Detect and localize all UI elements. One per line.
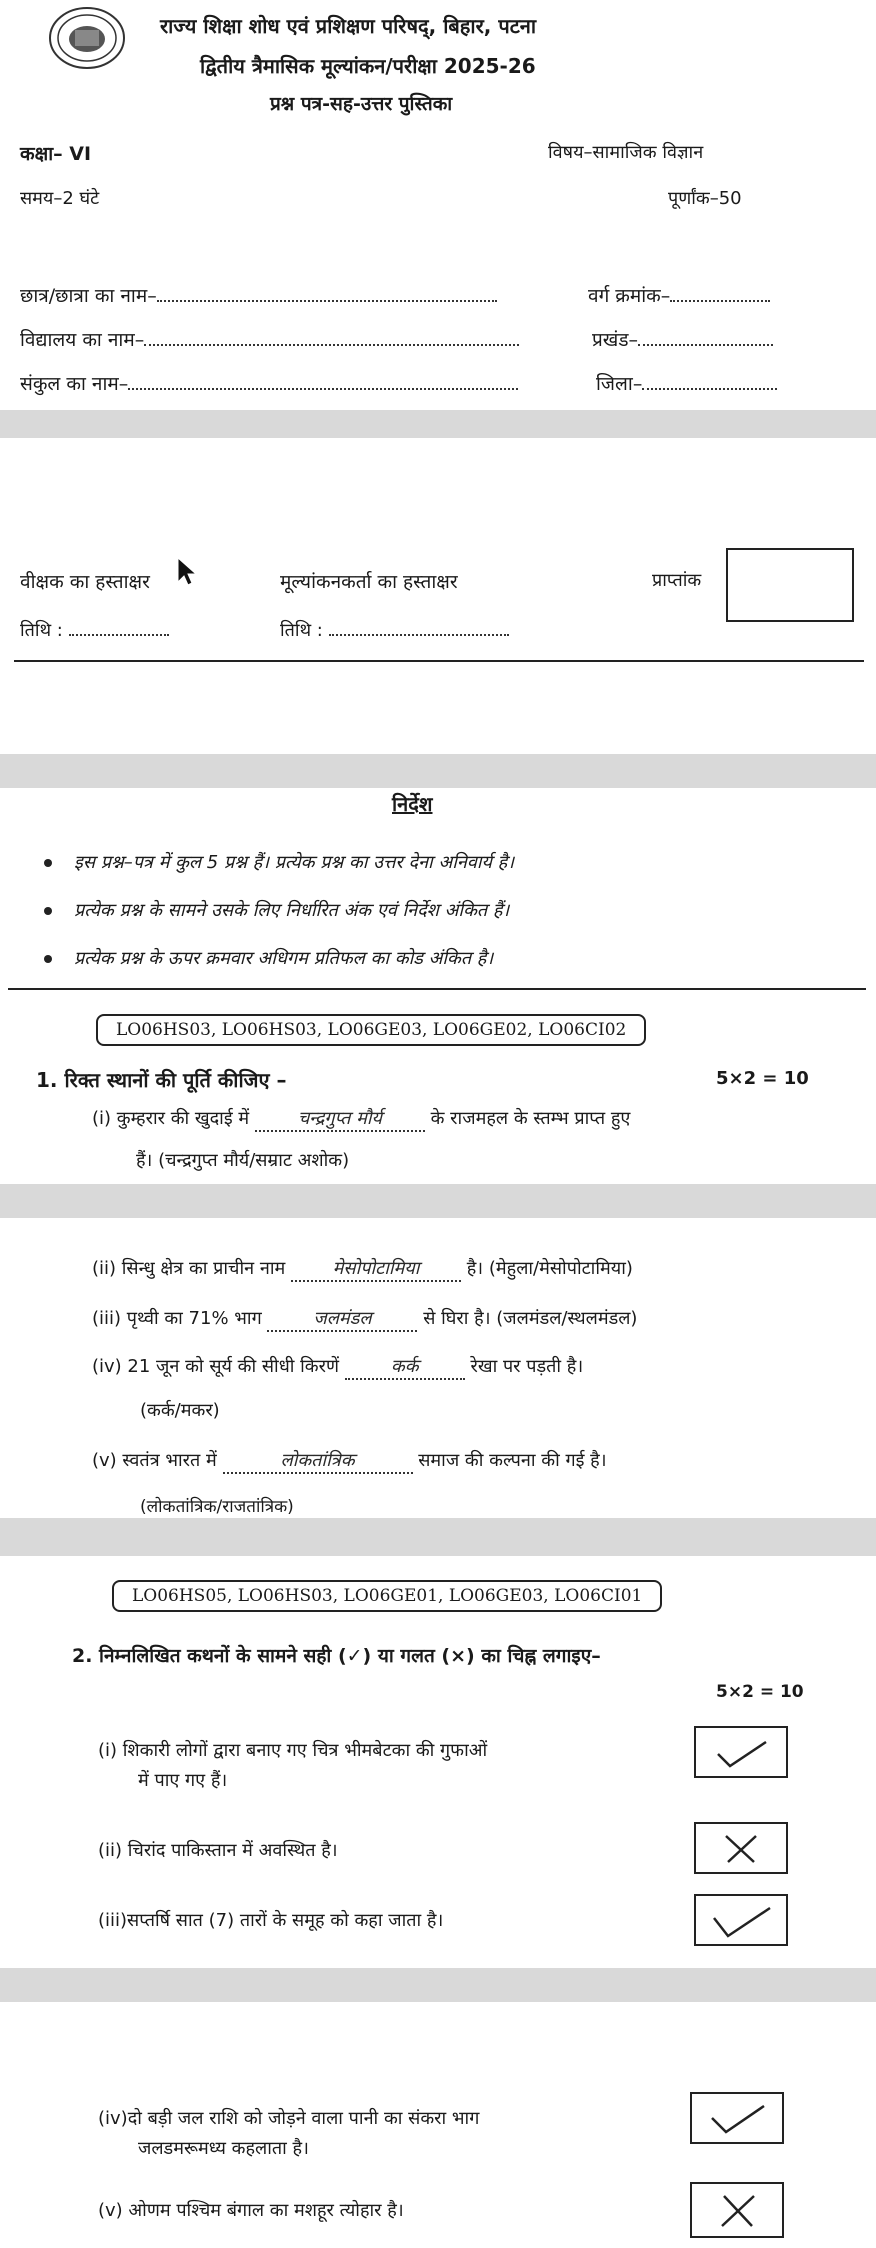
student-name-field[interactable] (20, 282, 497, 308)
date-label-2: तिथि : (280, 620, 323, 641)
booklet-title: प्रश्न पत्र-सह-उत्तर पुस्तिका (270, 93, 453, 115)
q1-item-iv: (iv) 21 जून को सूर्य की सीधी किरणें कर्क रेखा पर पड़ती है। (92, 1354, 583, 1380)
block-field[interactable] (592, 326, 773, 352)
time-label: समय–2 घंटे (20, 188, 100, 209)
marks-obtained-box[interactable] (726, 548, 854, 622)
q2-item-v: (v) ओणम पश्चिम बंगाल का मशहूर त्योहार है। (98, 2200, 404, 2221)
cluster-name-field[interactable] (20, 370, 518, 396)
class-label: कक्षा– VI (20, 143, 92, 165)
q1-marks: 5×2 = 10 (716, 1068, 809, 1089)
cursor-arrow-icon (176, 556, 198, 586)
cross-mark-icon (696, 1824, 786, 1872)
district-label: जिला– (596, 373, 643, 395)
instruction-item: प्रत्येक प्रश्न के सामने उसके लिए निर्धारित अंक एवं निर्देश अंकित हैं। (44, 898, 509, 922)
bullet-icon (44, 859, 52, 867)
q1-continued-panel (0, 1218, 876, 1518)
school-name-field[interactable] (20, 326, 519, 352)
marks-obtained-label: प्राप्तांक (652, 570, 702, 591)
q1-outcome-codes: LO06HS03, LO06HS03, LO06GE03, LO06GE02, LO06CI02 (96, 1014, 646, 1046)
instruction-item: प्रत्येक प्रश्न के ऊपर क्रमवार अधिगम प्रतिफल का कोड अंकित है। (44, 946, 493, 970)
full-marks-label: पूर्णांक–50 (668, 188, 742, 209)
q1-title: 1. रिक्त स्थानों की पूर्ति कीजिए – (36, 1068, 287, 1092)
check-mark-icon (692, 2094, 782, 2142)
invigilator-signature-label: वीक्षक का हस्ताक्षर (20, 571, 150, 593)
instruction-item: इस प्रश्न–पत्र में कुल 5 प्रश्न हैं। प्रत्येक प्रश्न का उत्तर देना अनिवार्य है। (44, 850, 514, 874)
q1-item-v-options: (लोकतांत्रिक/राजतांत्रिक) (140, 1497, 294, 1517)
check-mark-icon (696, 1728, 786, 1776)
q2-i-answer-box[interactable] (694, 1726, 788, 1778)
school-name-label: विद्यालय का नाम– (20, 329, 145, 351)
evaluator-signature-label: मूल्यांकनकर्ता का हस्ताक्षर (280, 571, 458, 593)
instructions-panel (0, 788, 876, 1184)
q2-marks: 5×2 = 10 (716, 1682, 804, 1702)
date-label-1: तिथि : (20, 620, 63, 641)
q2-outcome-codes: LO06HS05, LO06HS03, LO06GE01, LO06GE03, LO06CI01 (112, 1580, 662, 1612)
q1-i-answer[interactable]: चन्द्रगुप्त मौर्य (255, 1106, 425, 1132)
q1-iii-answer[interactable]: जलमंडल (267, 1306, 417, 1332)
divider-line (8, 988, 866, 990)
check-mark-icon (696, 1896, 786, 1944)
q2-title: 2. निम्नलिखित कथनों के सामने सही (✓) या गलत (×) का चिह्न लगाइए– (72, 1645, 601, 1667)
q2-item-ii: (ii) चिरांद पाकिस्तान में अवस्थित है। (98, 1840, 338, 1861)
q2-ii-answer-box[interactable] (694, 1822, 788, 1874)
date-field-1[interactable] (20, 618, 169, 642)
q1-v-answer[interactable]: लोकतांत्रिक (223, 1448, 413, 1474)
q2-iii-answer-box[interactable] (694, 1894, 788, 1946)
instructions-title: निर्देश (392, 792, 433, 816)
bihar-scert-seal-logo (48, 6, 126, 70)
q2-iv-answer-box[interactable] (690, 2092, 784, 2144)
block-label: प्रखंड– (592, 329, 639, 351)
q1-ii-answer[interactable]: मेसोपोटामिया (291, 1256, 461, 1282)
q1-item-v: (v) स्वतंत्र भारत में लोकतांत्रिक समाज की कल्पना की गई है। (92, 1448, 607, 1474)
q1-item-iii: (iii) पृथ्वी का 71% भाग जलमंडल से घिरा है। (जलमंडल/स्थलमंडल) (92, 1306, 637, 1332)
divider-line (14, 660, 864, 662)
header-panel (0, 0, 876, 410)
q2-panel (0, 1556, 876, 1968)
q2-v-answer-box[interactable] (690, 2182, 784, 2238)
q2-item-i: (i) शिकारी लोगों द्वारा बनाए गए चित्र भीमबेटका की गुफाओं में पाए गए हैं। (98, 1740, 488, 1791)
roll-number-label: वर्ग क्रमांक– (588, 285, 671, 307)
q1-item-i-options: हैं। (चन्द्रगुप्त मौर्य/सम्राट अशोक) (136, 1150, 350, 1171)
signature-panel (0, 438, 876, 754)
q1-item-ii: (ii) सिन्धु क्षेत्र का प्राचीन नाम मेसोपोटामिया है। (मेहुला/मेसोपोटामिया) (92, 1256, 633, 1282)
q1-item-i: (i) कुम्हरार की खुदाई में चन्द्रगुप्त मौर्य के राजमहल के स्तम्भ प्राप्त हुए (92, 1106, 630, 1132)
cluster-name-label: संकुल का नाम– (20, 373, 129, 395)
cross-mark-icon (692, 2184, 782, 2236)
q2-item-iii: (iii)सप्तर्षि सात (7) तारों के समूह को कहा जाता है। (98, 1910, 444, 1931)
q1-iv-answer[interactable]: कर्क (345, 1354, 465, 1380)
date-field-2[interactable] (280, 618, 509, 642)
board-name: राज्य शिक्षा शोध एवं प्रशिक्षण परिषद्, बिहार, पटना (160, 14, 537, 38)
district-field[interactable] (596, 370, 777, 396)
q1-item-iv-options: (कर्क/मकर) (140, 1400, 220, 1421)
bullet-icon (44, 955, 52, 963)
subject-label: विषय–सामाजिक विज्ञान (548, 142, 704, 163)
exam-title: द्वितीय त्रैमासिक मूल्यांकन/परीक्षा 2025-26 (200, 54, 536, 78)
bullet-icon (44, 907, 52, 915)
student-name-label: छात्र/छात्रा का नाम– (20, 285, 157, 307)
roll-number-field[interactable] (588, 282, 770, 308)
q2-continued-panel (0, 2002, 876, 2248)
q2-item-iv: (iv)दो बड़ी जल राशि को जोड़ने वाला पानी का संकरा भाग जलडमरूमध्य कहलाता है। (98, 2108, 480, 2159)
